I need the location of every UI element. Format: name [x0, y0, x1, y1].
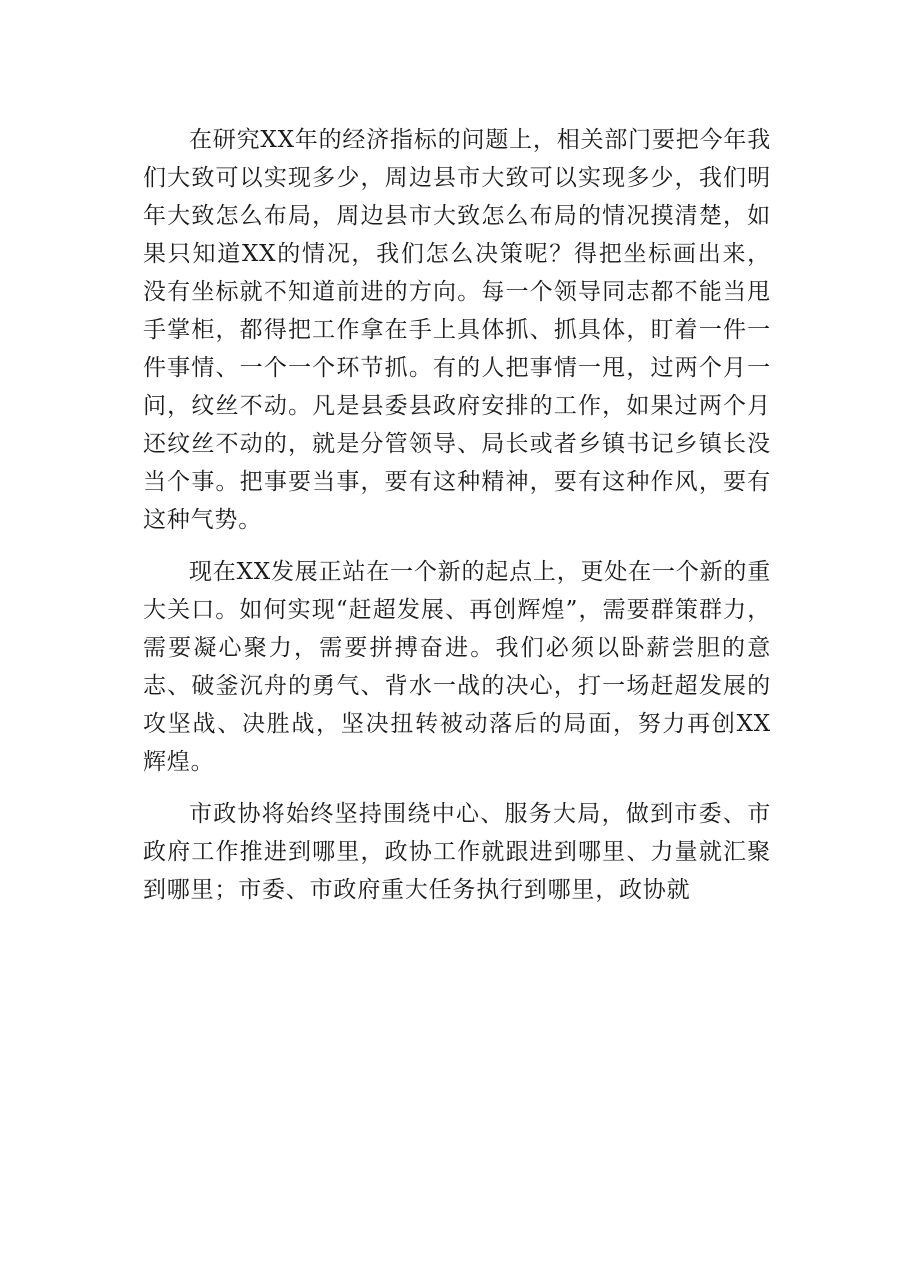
- paragraph-2: 现在XX发展正站在一个新的起点上，更处在一个新的重大关口。如何实现“赶超发展、再创辉煌”，需要群策群力，需要凝心聚力，需要拼搏奋进。我们必须以卧薪尝胆的意志、破釜沉舟的勇气、背水一战的决心，打一场赶超发展的攻坚战、决胜战，坚决扭转被动落后的局面，努力再创XX辉煌。: [143, 559, 771, 775]
- paragraph-3: 市政协将始终坚持围绕中心、服务大局，做到市委、市政府工作推进到哪里，政协工作就跟进到哪里、力量就汇聚到哪里；市委、市政府重大任务执行到哪里，政协就: [143, 801, 771, 903]
- document-body: [143, 121, 771, 923]
- paragraph-1: 在研究XX年的经济指标的问题上，相关部门要把今年我们大致可以实现多少，周边县市大致可以实现多少，我们明年大致怎么布局，周边县市大致怎么布局的情况摸清楚，如果只知道XX的情况，我们怎么决策呢？得把坐标画出来，没有坐标就不知道前进的方向。每一个领导同志都不能当甩手掌柜，都得把工作拿在手上具体抓、抓具体，盯着一件一件事情、一个一个环节抓。有的人把事情一甩，过两个月一问，纹丝不动。凡是县委县政府安排的工作，如果过两个月还纹丝不动的，就是分管领导、局长或者乡镇书记乡镇长没当个事。把事要当事，要有这种精神，要有这种作风，要有这种气势。: [143, 127, 771, 533]
